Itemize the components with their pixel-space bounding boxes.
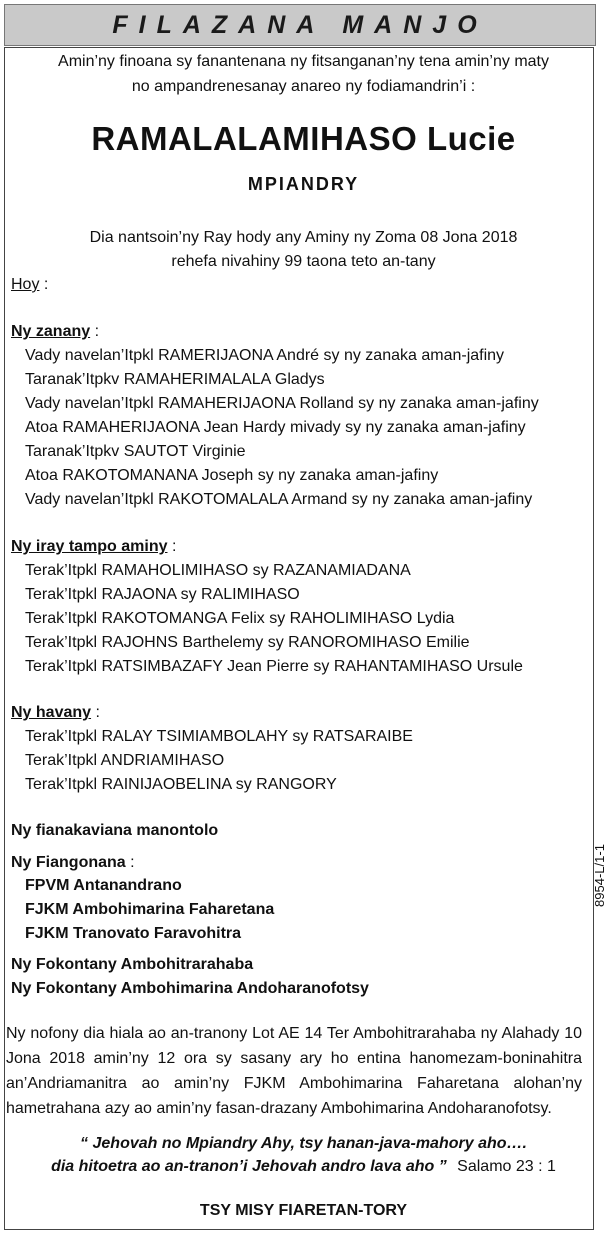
verse-line-2-wrap — [0, 1158, 607, 1176]
list-item: Terak’Itpkl RAJAONA sy RALIMIHASO — [25, 586, 300, 603]
church-item: FJKM Ambohimarina Faharetana — [25, 901, 275, 918]
list-item: Terak’Itpkl RALAY TSIMIAMBOLAHY sy RATSARAIBE — [25, 728, 413, 745]
fianakaviana-line: Ny fianakaviana manontolo — [11, 822, 219, 839]
hoy-colon: : — [39, 276, 49, 293]
church-item: FJKM Tranovato Faravohitra — [25, 925, 242, 942]
list-item: Terak’Itpkl RATSIMBAZAFY Jean Pierre sy RAHANTAMIHASO Ursule — [25, 658, 523, 675]
verse-line-2: dia hitoetra ao an-tranon’i Jehovah andro lava aho ” — [51, 1158, 447, 1175]
section-fiangonana-heading — [11, 853, 135, 873]
list-item: Terak’Itpkl RAJOHNS Barthelemy sy RANOROMIHASO Emilie — [25, 634, 470, 651]
zanany-title: Ny zanany — [11, 323, 91, 340]
list-item: Atoa RAMAHERIJAONA Jean Hardy mivady sy ny zanaka aman-jafiny — [25, 419, 526, 436]
fiangonana-title: Ny Fiangonana — [11, 854, 126, 871]
list-item: Terak’Itpkl ANDRIAMIHASO — [25, 752, 225, 769]
ad-reference-code: 8954-L/1-1 — [591, 844, 607, 907]
list-item: Taranak’Itpkv SAUTOT Virginie — [25, 443, 246, 460]
verse-line-1: “ Jehovah no Mpiandry Ahy, tsy hanan-java-mahory aho…. — [80, 1135, 527, 1152]
intro-line-1: Amin’ny finoana sy fanantenana ny fitsanganan’ny tena amin’ny maty — [58, 53, 549, 70]
fokontany-line: Ny Fokontany Ambohimarina Andoharanofotsy — [11, 980, 369, 997]
havany-title: Ny havany — [11, 704, 92, 721]
tampo-title: Ny iray tampo aminy — [11, 538, 168, 555]
fiangonana-colon: : — [125, 854, 135, 871]
title-banner — [4, 4, 596, 46]
section-tampo-heading — [11, 537, 176, 557]
death-notice-line-2: rehefa nivahiny 99 taona teto an-tany — [171, 253, 436, 270]
list-item: Terak’Itpkl RAMAHOLIMIHASO sy RAZANAMIADANA — [25, 562, 411, 579]
list-item: Atoa RAKOTOMANANA Joseph sy ny zanaka aman-jafiny — [25, 467, 439, 484]
list-item: Terak’Itpkl RAKOTOMANGA Felix sy RAHOLIMIHASO Lydia — [25, 610, 455, 627]
list-item: Taranak’Itpkv RAMAHERIMALALA Gladys — [25, 371, 325, 388]
zanany-colon: : — [90, 323, 100, 340]
hoy-label — [11, 275, 48, 295]
closing-line: TSY MISY FIARETAN-TORY — [199, 1202, 408, 1219]
intro-line-2: no ampandrenesanay anareo ny fodiamandrin’i : — [131, 78, 476, 95]
section-havany-heading — [11, 703, 100, 723]
list-item: Vady navelan’Itpkl RAMERIJAONA André sy ny zanaka aman-jafiny — [25, 347, 505, 364]
section-zanany-heading — [11, 322, 99, 342]
verse-reference: Salamo 23 : 1 — [457, 1158, 556, 1175]
church-item: FPVM Antanandrano — [25, 877, 182, 894]
deceased-name: RAMALALAMIHASO Lucie — [91, 120, 516, 157]
hoy-word: Hoy — [11, 276, 40, 293]
list-item: Vady navelan’Itpkl RAMAHERIJAONA Rolland sy ny zanaka aman-jafiny — [25, 395, 539, 412]
death-notice-line-1: Dia nantsoin’ny Ray hody any Aminy ny Zoma 08 Jona 2018 — [89, 229, 518, 246]
banner-title: FILAZANA MANJO — [112, 10, 488, 39]
havany-colon: : — [91, 704, 100, 721]
funeral-paragraph: Ny nofony dia hiala ao an-tranony Lot AE 14 Ter Ambohitrarahaba ny Alahady 10 Jona 2018 amin’ny 12 ora sy sasany ary ho entina hanomezam-boninahitra an’Andriamanitra ao amin’ny FJKM Ambohimarina Faharetana alohan’ny hametrahana azy ao amin’ny fasan-drazany Ambohimarina Andoharanofotsy. — [6, 1025, 582, 1117]
tampo-colon: : — [167, 538, 177, 555]
fokontany-line: Ny Fokontany Ambohitrarahaba — [11, 956, 254, 973]
list-item: Terak’Itpkl RAINIJAOBELINA sy RANGORY — [25, 776, 337, 793]
list-item: Vady navelan’Itpkl RAKOTOMALALA Armand sy ny zanaka aman-jafiny — [25, 491, 533, 508]
deceased-role: MPIANDRY — [247, 174, 360, 194]
